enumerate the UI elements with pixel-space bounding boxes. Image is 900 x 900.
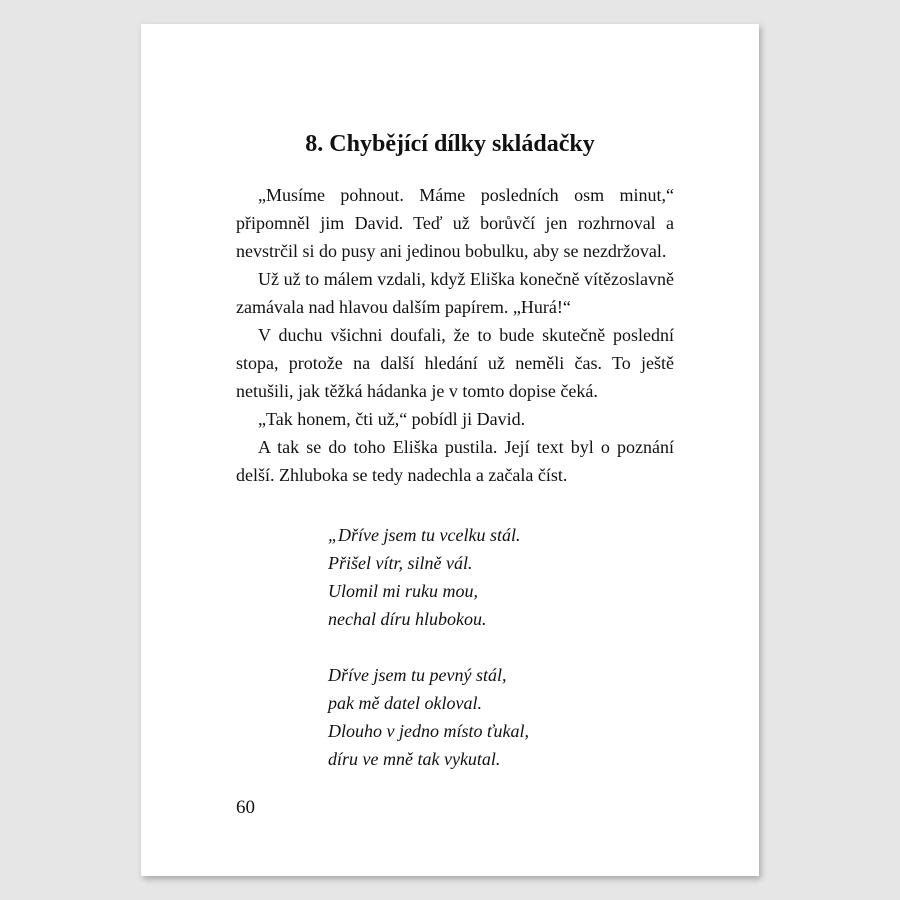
poem-line: pak mě datel okloval.: [328, 693, 482, 713]
paragraph: „Musíme pohnout. Máme posledních osm minut,“ připomněl jim David. Teď už borůvčí jen rozhrnoval a nevstrčil si do pusy ani jedinou bobulku, aby se nezdržoval.: [236, 185, 674, 261]
paragraph: A tak se do toho Eliška pustila. Její text byl o poznání delší. Zhluboka se tedy nadechla a začala číst.: [236, 437, 674, 485]
poem-line: díru ve mně tak vykutal.: [328, 749, 501, 769]
paragraph: Už už to málem vzdali, když Eliška konečně vítězoslavně zamávala nad hlavou dalším papírem. „Hurá!“: [236, 269, 674, 317]
book-page: [141, 24, 759, 876]
paragraph: V duchu všichni doufali, že to bude skutečně poslední stopa, protože na další hledání už neměli čas. To ještě netušili, jak těžká hádanka je v tomto dopise čeká.: [236, 325, 674, 401]
body-text: [236, 181, 674, 489]
poem-line: Ulomil mi ruku mou,: [328, 581, 478, 601]
paragraph: „Tak honem, čti už,“ pobídl ji David.: [258, 409, 526, 429]
poem-line: Dříve jsem tu pevný stál,: [328, 665, 507, 685]
chapter-title: 8. Chybějící dílky skládačky: [305, 131, 595, 157]
poem-line: „Dříve jsem tu vcelku stál.: [328, 525, 521, 545]
poem-line: Přišel vítr, silně vál.: [328, 553, 473, 573]
page-number: 60: [236, 797, 255, 818]
poem-stanza: [328, 521, 688, 633]
poem-line: nechal díru hlubokou.: [328, 609, 487, 629]
poem-stanza: [328, 661, 688, 773]
poem-line: Dlouho v jedno místo ťukal,: [328, 721, 530, 741]
